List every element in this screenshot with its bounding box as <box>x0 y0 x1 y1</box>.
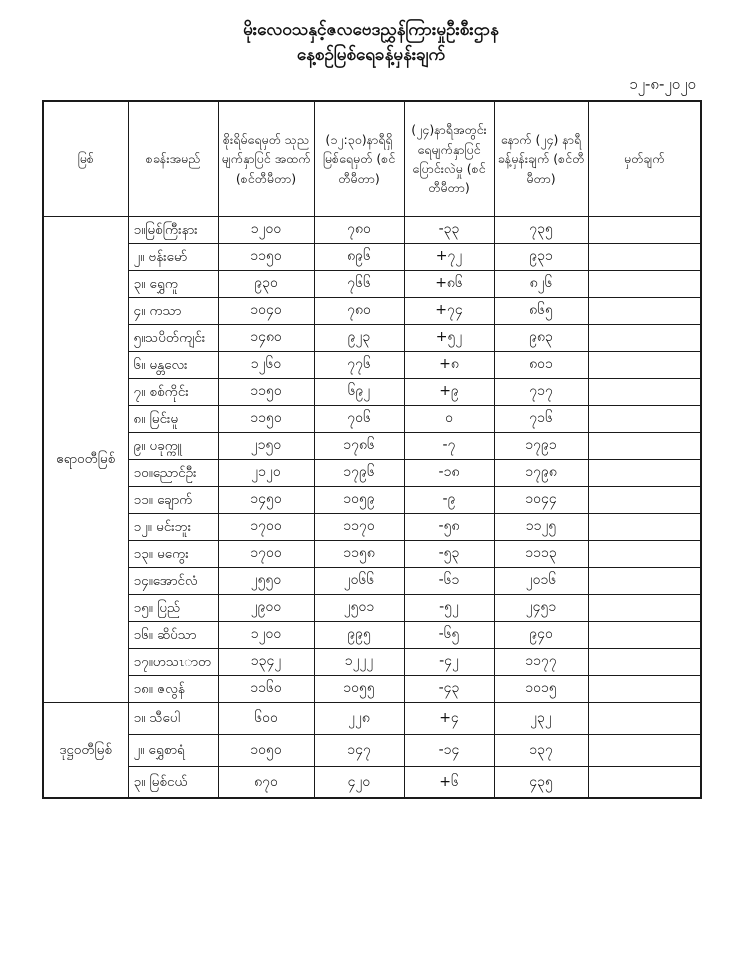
station-name-cell: ၁၀။ညောင်ဦး <box>128 459 218 486</box>
table-header <box>43 101 701 216</box>
remark-cell <box>588 567 701 594</box>
table-row <box>43 513 701 540</box>
col-header-current-level: (၁၂:၃၀)နာရီရှိ မြစ်ရေမှတ် (စင်တီမီတာ) <box>314 101 404 216</box>
current-level-cell: ၁၇၉၆ <box>314 459 404 486</box>
table-row <box>43 540 701 567</box>
current-level-cell: ၆၉၂ <box>314 378 404 405</box>
change-24h-cell: -၅၈ <box>404 513 494 540</box>
danger-level-cell: ၁၀၅၀ <box>218 734 314 766</box>
danger-level-cell: ၆၀၀ <box>218 702 314 734</box>
forecast-24h-cell: ၁၀၄၄ <box>494 486 588 513</box>
current-level-cell: ၇၇၆ <box>314 351 404 378</box>
station-name-cell: ၅။သပိတ်ကျင်း <box>128 324 218 351</box>
current-level-cell: ၉၂၃ <box>314 324 404 351</box>
table-row <box>43 270 701 297</box>
table-row <box>43 297 701 324</box>
remark-cell <box>588 675 701 702</box>
remark-cell <box>588 378 701 405</box>
remark-cell <box>588 432 701 459</box>
station-name-cell: ၂။ ရွှေစာရံ <box>128 734 218 766</box>
table-row <box>43 351 701 378</box>
remark-cell <box>588 324 701 351</box>
remark-cell <box>588 766 701 798</box>
current-level-cell: ၇၀၆ <box>314 405 404 432</box>
current-level-cell: ၇၈၀ <box>314 297 404 324</box>
danger-level-cell: ၁၁၆၀ <box>218 675 314 702</box>
remark-cell <box>588 621 701 648</box>
danger-level-cell: ၁၁၅၀ <box>218 243 314 270</box>
river-name-cell: ဒုဋ္ဌဝတီမြစ် <box>43 702 128 798</box>
table-row <box>43 734 701 766</box>
forecast-24h-cell: ၉၄၀ <box>494 621 588 648</box>
table-row <box>43 766 701 798</box>
table-row <box>43 243 701 270</box>
current-level-cell: ၂၀၆၆ <box>314 567 404 594</box>
forecast-24h-cell: ၇၁၇ <box>494 378 588 405</box>
change-24h-cell: +၉ <box>404 378 494 405</box>
remark-cell <box>588 513 701 540</box>
table-row <box>43 324 701 351</box>
header-row <box>43 101 701 216</box>
current-level-cell: ၄၂၀ <box>314 766 404 798</box>
station-name-cell: ၇။ စစ်ကိုင်း <box>128 378 218 405</box>
danger-level-cell: ၁၀၄၀ <box>218 297 314 324</box>
station-name-cell: ၃။ မြစ်ငယ် <box>128 766 218 798</box>
station-name-cell: ၁။မြစ်ကြီးနား <box>128 216 218 243</box>
forecast-24h-cell: ၁၁၇၇ <box>494 648 588 675</box>
current-level-cell: ၁၀၅၉ <box>314 486 404 513</box>
remark-cell <box>588 216 701 243</box>
forecast-24h-cell: ၉၃၁ <box>494 243 588 270</box>
table-row <box>43 405 701 432</box>
danger-level-cell: ၁၁၅၀ <box>218 378 314 405</box>
remark-cell <box>588 734 701 766</box>
table-row <box>43 594 701 621</box>
remark-cell <box>588 459 701 486</box>
remark-cell <box>588 270 701 297</box>
danger-level-cell: ၁၁၅၀ <box>218 405 314 432</box>
table-row <box>43 432 701 459</box>
current-level-cell: ၁၁၅၈ <box>314 540 404 567</box>
river-name-cell: ဧရာဝတီမြစ် <box>43 216 128 702</box>
station-name-cell: ၁၃။ မကွေး <box>128 540 218 567</box>
danger-level-cell: ၁၄၅၀ <box>218 486 314 513</box>
forecast-24h-cell: ၂၃၂ <box>494 702 588 734</box>
station-name-cell: ၁၄။အောင်လံ <box>128 567 218 594</box>
remark-cell <box>588 486 701 513</box>
current-level-cell: ၁၀၅၅ <box>314 675 404 702</box>
forecast-24h-cell: ၁၁၁၃ <box>494 540 588 567</box>
remark-cell <box>588 405 701 432</box>
change-24h-cell: -၉ <box>404 486 494 513</box>
change-24h-cell: -၇ <box>404 432 494 459</box>
change-24h-cell: +၈ <box>404 351 494 378</box>
change-24h-cell: +၇၄ <box>404 297 494 324</box>
change-24h-cell: -၄၃ <box>404 675 494 702</box>
change-24h-cell: -၁၈ <box>404 459 494 486</box>
forecast-24h-cell: ၈၆၅ <box>494 297 588 324</box>
remark-cell <box>588 702 701 734</box>
danger-level-cell: ၂၉၀၀ <box>218 594 314 621</box>
forecast-24h-cell: ၁၇၉၈ <box>494 459 588 486</box>
danger-level-cell: ၁၃၄၂ <box>218 648 314 675</box>
current-level-cell: ၇၆၆ <box>314 270 404 297</box>
current-level-cell: ၇၈၀ <box>314 216 404 243</box>
danger-level-cell: ၁၂၆၀ <box>218 351 314 378</box>
remark-cell <box>588 540 701 567</box>
forecast-24h-cell: ၁၃၇ <box>494 734 588 766</box>
forecast-24h-cell: ၁၀၁၅ <box>494 675 588 702</box>
remark-cell <box>588 297 701 324</box>
forecast-24h-cell: ၂၄၅၁ <box>494 594 588 621</box>
table-row <box>43 567 701 594</box>
change-24h-cell: -၃၃ <box>404 216 494 243</box>
danger-level-cell: ၂၁၂၀ <box>218 459 314 486</box>
change-24h-cell: +၄ <box>404 702 494 734</box>
report-date: ၁၂-၈-၂၀၂၀ <box>629 75 696 94</box>
remark-cell <box>588 594 701 621</box>
station-name-cell: ၆။ မန္တလေး <box>128 351 218 378</box>
col-header-remarks: မှတ်ချက် <box>588 101 701 216</box>
station-name-cell: ၃။ ရွှေကူ <box>128 270 218 297</box>
table-row <box>43 378 701 405</box>
current-level-cell: ၁၂၂၂ <box>314 648 404 675</box>
change-24h-cell: +၆ <box>404 766 494 798</box>
danger-level-cell: ၉၃၀ <box>218 270 314 297</box>
forecast-24h-cell: ၈၂၆ <box>494 270 588 297</box>
title-block <box>0 0 742 67</box>
change-24h-cell: +၇၂ <box>404 243 494 270</box>
change-24h-cell: +၈၆ <box>404 270 494 297</box>
forecast-24h-cell: ၉၈၃ <box>494 324 588 351</box>
change-24h-cell: -၆၁ <box>404 567 494 594</box>
current-level-cell: ၉၉၅ <box>314 621 404 648</box>
table-row <box>43 648 701 675</box>
table-row <box>43 459 701 486</box>
change-24h-cell: ၀ <box>404 405 494 432</box>
change-24h-cell: -၅၂ <box>404 594 494 621</box>
current-level-cell: ၁၁၇၀ <box>314 513 404 540</box>
col-header-change-24h: (၂၄)နာရီအတွင်း ရေမျက်နှာပြင် ပြောင်းလဲမှု (စင်တီမီတာ) <box>404 101 494 216</box>
station-name-cell: ၉။ ပခုက္ကူ <box>128 432 218 459</box>
danger-level-cell: ၂၅၅၀ <box>218 567 314 594</box>
change-24h-cell: +၅၂ <box>404 324 494 351</box>
remark-cell <box>588 648 701 675</box>
forecast-24h-cell: ၁၁၂၅ <box>494 513 588 540</box>
station-name-cell: ၁၇။ဟသၤာတ <box>128 648 218 675</box>
danger-level-cell: ၂၁၅၀ <box>218 432 314 459</box>
current-level-cell: ၁၄၇ <box>314 734 404 766</box>
current-level-cell: ၂၂၈ <box>314 702 404 734</box>
table-row <box>43 675 701 702</box>
danger-level-cell: ၁၇၀၀ <box>218 540 314 567</box>
table-row <box>43 702 701 734</box>
col-header-river: မြစ် <box>43 101 128 216</box>
forecast-24h-cell: ၁၇၉၁ <box>494 432 588 459</box>
current-level-cell: ၁၇၈၆ <box>314 432 404 459</box>
current-level-cell: ၈၉၆ <box>314 243 404 270</box>
station-name-cell: ၂။ ဗန်းမော် <box>128 243 218 270</box>
table-row <box>43 486 701 513</box>
col-header-danger-level: စိုးရိမ်ရေမှတ် သုညမျက်နှာပြင် အထက် (စင်တီမီတာ) <box>218 101 314 216</box>
forecast-24h-cell: ၇၁၆ <box>494 405 588 432</box>
station-name-cell: ၁၂။ မင်းဘူး <box>128 513 218 540</box>
col-header-forecast-24h: နောက် (၂၄) နာရီ ခန့်မှန်းချက် (စင်တီမီတာ) <box>494 101 588 216</box>
org-title: မိုးလေဝသနှင့်ဇလဗေဒညွှန်ကြားမှုဦးစီးဌာန <box>243 20 499 40</box>
station-name-cell: ၁။ သီပေါ <box>128 702 218 734</box>
danger-level-cell: ၁၄၈၀ <box>218 324 314 351</box>
change-24h-cell: -၄၂ <box>404 648 494 675</box>
station-name-cell: ၁၈။ ဇလွန် <box>128 675 218 702</box>
col-header-station: စခန်းအမည် <box>128 101 218 216</box>
table-row <box>43 621 701 648</box>
change-24h-cell: -၅၃ <box>404 540 494 567</box>
current-level-cell: ၂၅၀၁ <box>314 594 404 621</box>
danger-level-cell: ၁၇၀၀ <box>218 513 314 540</box>
remark-cell <box>588 351 701 378</box>
river-forecast-table <box>42 100 702 799</box>
table-row <box>43 216 701 243</box>
danger-level-cell: ၁၂၀၀ <box>218 621 314 648</box>
change-24h-cell: -၆၅ <box>404 621 494 648</box>
danger-level-cell: ၈၇၀ <box>218 766 314 798</box>
table-body <box>43 216 701 798</box>
station-name-cell: ၄။ ကသာ <box>128 297 218 324</box>
station-name-cell: ၁၆။ ဆိပ်သာ <box>128 621 218 648</box>
station-name-cell: ၁၅။ ပြည် <box>128 594 218 621</box>
forecast-24h-cell: ၄၃၅ <box>494 766 588 798</box>
forecast-24h-cell: ၂၀၁၆ <box>494 567 588 594</box>
station-name-cell: ၈။ မြင်းမူ <box>128 405 218 432</box>
station-name-cell: ၁၁။ ချောက် <box>128 486 218 513</box>
remark-cell <box>588 243 701 270</box>
danger-level-cell: ၁၂၀၀ <box>218 216 314 243</box>
forecast-24h-cell: ၇၃၅ <box>494 216 588 243</box>
forecast-24h-cell: ၈၀၁ <box>494 351 588 378</box>
report-title: နေ့စဉ်မြစ်ရေခန့်မှန်းချက် <box>296 44 446 65</box>
change-24h-cell: -၁၄ <box>404 734 494 766</box>
